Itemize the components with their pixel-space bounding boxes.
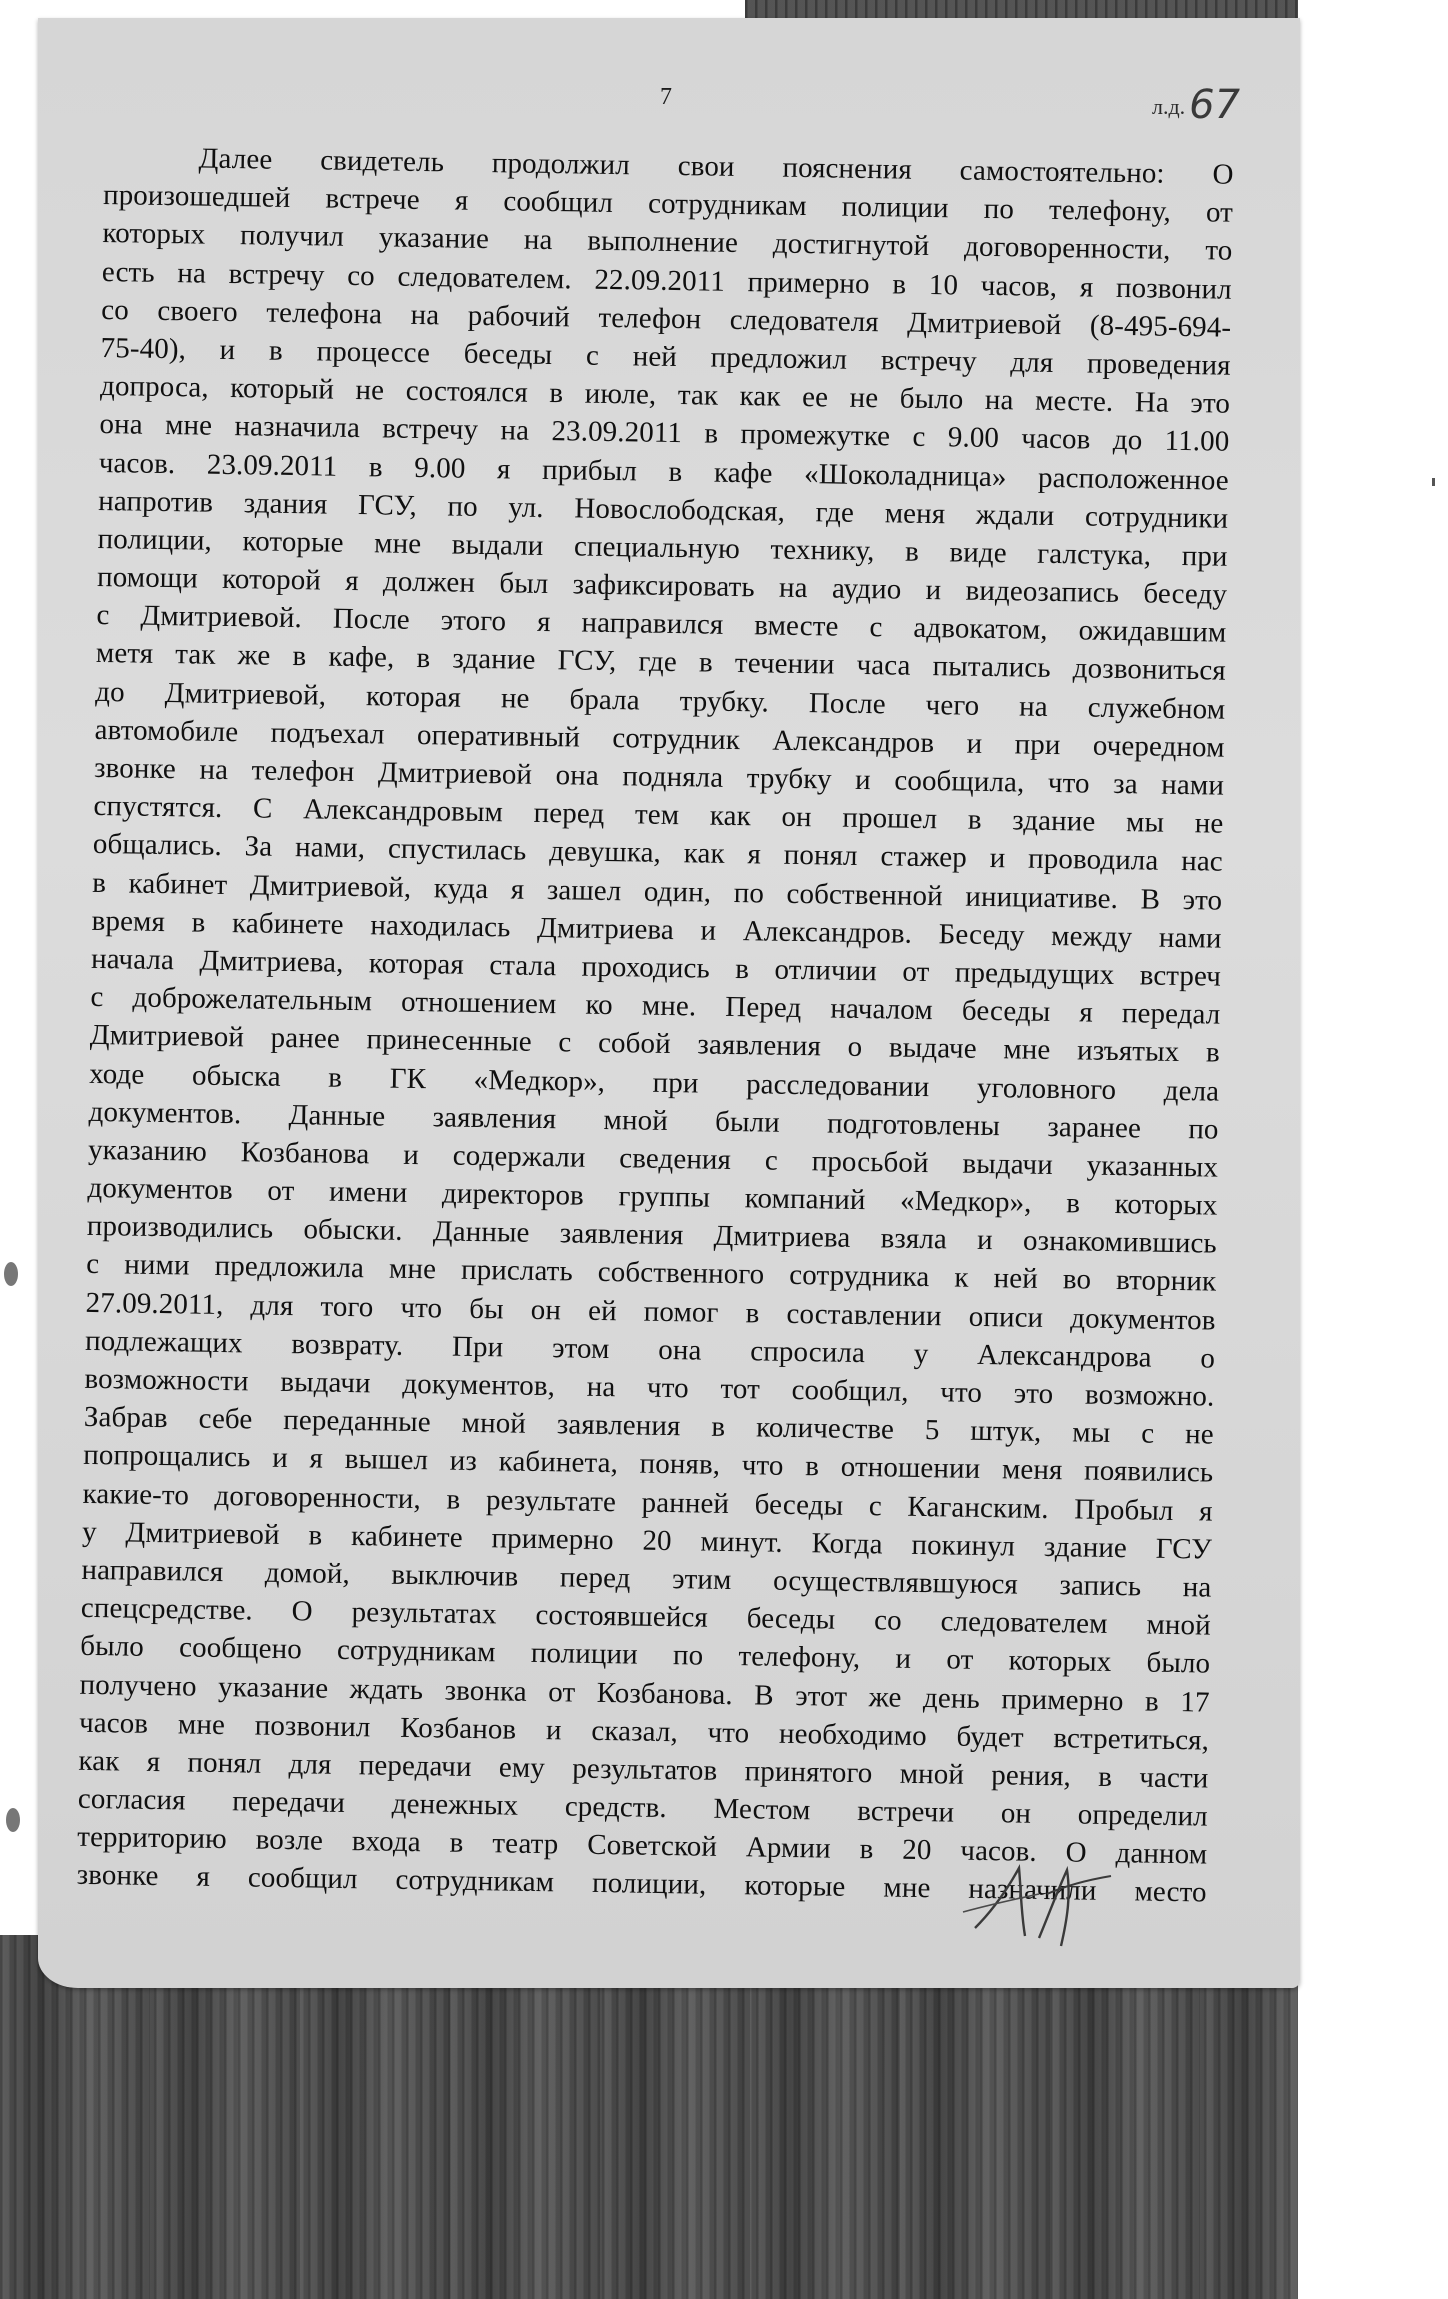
text-line: какие-то договоренности, в результате ранней беседы с Каганским. Пробыл я <box>82 1477 1213 1528</box>
text-line: время в кабинете находилась Дмитриева и Александров. Беседу между нами <box>91 904 1222 955</box>
text-line: звонке на телефон Дмитриевой она подняла трубку и сообщила, что за нами <box>93 751 1225 802</box>
text-line: которых получил указание на выполнение достигнутой договоренности, то <box>102 217 1233 268</box>
text-line: 27.09.2011, для того что бы он ей помог в составлении описи документов <box>85 1286 1216 1337</box>
text-line: есть на встречу со следователем. 22.09.2011 примерно в 10 часов, я позвонил <box>101 255 1233 306</box>
text-line: часов мне позвонил Козбанов и сказал, что необходимо будет встретиться, <box>78 1706 1210 1757</box>
text-line: с Дмитриевой. После этого я направился вместе с адвокатом, ожидавшим <box>96 599 1227 649</box>
margin-mark <box>1432 478 1435 486</box>
text-line: с ними предложила мне прислать собственного сотрудника к ней во вторник <box>86 1248 1217 1299</box>
text-line: часов. 23.09.2011 в 9.00 я прибыл в кафе «Шоколадница» расположенное <box>98 446 1230 497</box>
handwritten-signature <box>955 1850 1125 1960</box>
text-line: допроса, который не состоялся в июле, так как ее не было на месте. На это <box>99 370 1231 420</box>
text-line: Дмитриевой ранее принесенные с собой заявления о выдаче мне изъятых в <box>89 1019 1221 1069</box>
text-line: у Дмитриевой в кабинете примерно 20 минут. Когда покинул здание ГСУ <box>81 1515 1213 1566</box>
text-line: территорию возле входа в театр Советской Армии в 20 часов. О данном <box>77 1821 1208 1871</box>
text-line: указанию Козбанова и содержали сведения с просьбой выдачи указанных <box>87 1133 1219 1184</box>
punch-hole-lower <box>6 1808 20 1832</box>
text-line: с доброжелательным отношением ко мне. Перед началом беседы я передал <box>90 981 1221 1031</box>
text-line: получено указание ждать звонка от Козбанова. В этот же день примерно в 17 <box>79 1668 1210 1719</box>
text-line: она мне назначила встречу на 23.09.2011 в промежутке с 9.00 часов до 11.00 <box>99 408 1230 459</box>
text-line: спецсредстве. О результатах состоявшейся беседы со следователем мной <box>80 1591 1212 1642</box>
text-line: спустятся. С Александровым перед тем как он прошел в здание мы не <box>93 790 1224 840</box>
text-line: Далее свидетель продолжил свои пояснения самостоятельно: О <box>198 142 1234 191</box>
text-line: возможности выдачи документов, на что тот сообщил, что это возможно. <box>84 1362 1215 1413</box>
text-line: метя так же в кафе, в здание ГСУ, где в течении часа пытались дозвониться <box>95 637 1227 688</box>
text-line: 75-40), и в процессе беседы с ней предложил встречу для проведения <box>100 331 1231 382</box>
text-line: ходе обыска в ГК «Медкор», при расследовании уголовного дела <box>89 1057 1220 1108</box>
background-wood-table <box>0 1935 1448 2299</box>
text-line: напротив здания ГСУ, по ул. Новослободская, где меня ждали сотрудники <box>98 484 1229 535</box>
text-line: документов от имени директоров группы компаний «Медкор», в которых <box>87 1171 1218 1222</box>
case-sheet-mark <box>1152 78 1241 128</box>
text-line: автомобиле подъехал оперативный сотрудник Александров и при очередном <box>94 713 1225 764</box>
text-line: в кабинет Дмитриевой, куда я зашел один, по собственной инициативе. В это <box>92 866 1223 917</box>
text-line: попрощались и я вышел из кабинета, поняв, что в отношении меня появились <box>83 1439 1214 1489</box>
text-line: согласия передачи денежных средств. Местом встречи он определил <box>77 1782 1209 1833</box>
background-right-margin <box>1298 0 1448 2299</box>
text-line: звонке я сообщил сотрудникам полиции, которые мне назначили место <box>76 1859 1207 1909</box>
text-line: начала Дмитриева, которая стала проходись в отличии от предыдущих встреч <box>90 942 1222 993</box>
text-line: Забрав себе переданные мной заявления в количестве 5 штук, мы с не <box>83 1401 1215 1451</box>
text-line: было сообщено сотрудникам полиции по телефону, и от которых было <box>80 1630 1211 1680</box>
text-line: полиции, которые мне выдали специальную технику, в виде галстука, при <box>97 522 1228 573</box>
page-number: 7 <box>660 84 672 110</box>
text-line: общались. За нами, спустилась девушка, как я понял стажер и проводила нас <box>92 828 1224 879</box>
text-line: помощи которой я должен был зафиксировать на аудио и видеозапись беседу <box>96 561 1228 611</box>
text-line: как я понял для передачи ему результатов принятого мной рения, в части <box>78 1744 1209 1795</box>
text-line: до Дмитриевой, которая не брала трубку. После чего на служебном <box>95 675 1226 726</box>
testimony-text <box>76 138 1233 1912</box>
text-line: со своего телефона на рабочий телефон следователя Дмитриевой (8-495-694- <box>101 293 1232 344</box>
text-line: подлежащих возврату. При этом она спросила у Александрова о <box>84 1324 1216 1375</box>
punch-hole-upper <box>4 1262 18 1286</box>
text-line: направился домой, выключив перед этим осуществлявшуюся запись на <box>81 1553 1212 1604</box>
text-line: документов. Данные заявления мной были подготовлены заранее по <box>88 1095 1219 1146</box>
text-line: производились обыски. Данные заявления Дмитриева взяла и ознакомившись <box>86 1210 1218 1260</box>
text-line: произошедшей встрече я сообщил сотрудникам полиции по телефону, от <box>102 179 1234 229</box>
case-sheet-number: 67 <box>1189 82 1241 128</box>
case-sheet-label: л.д. <box>1152 94 1186 119</box>
